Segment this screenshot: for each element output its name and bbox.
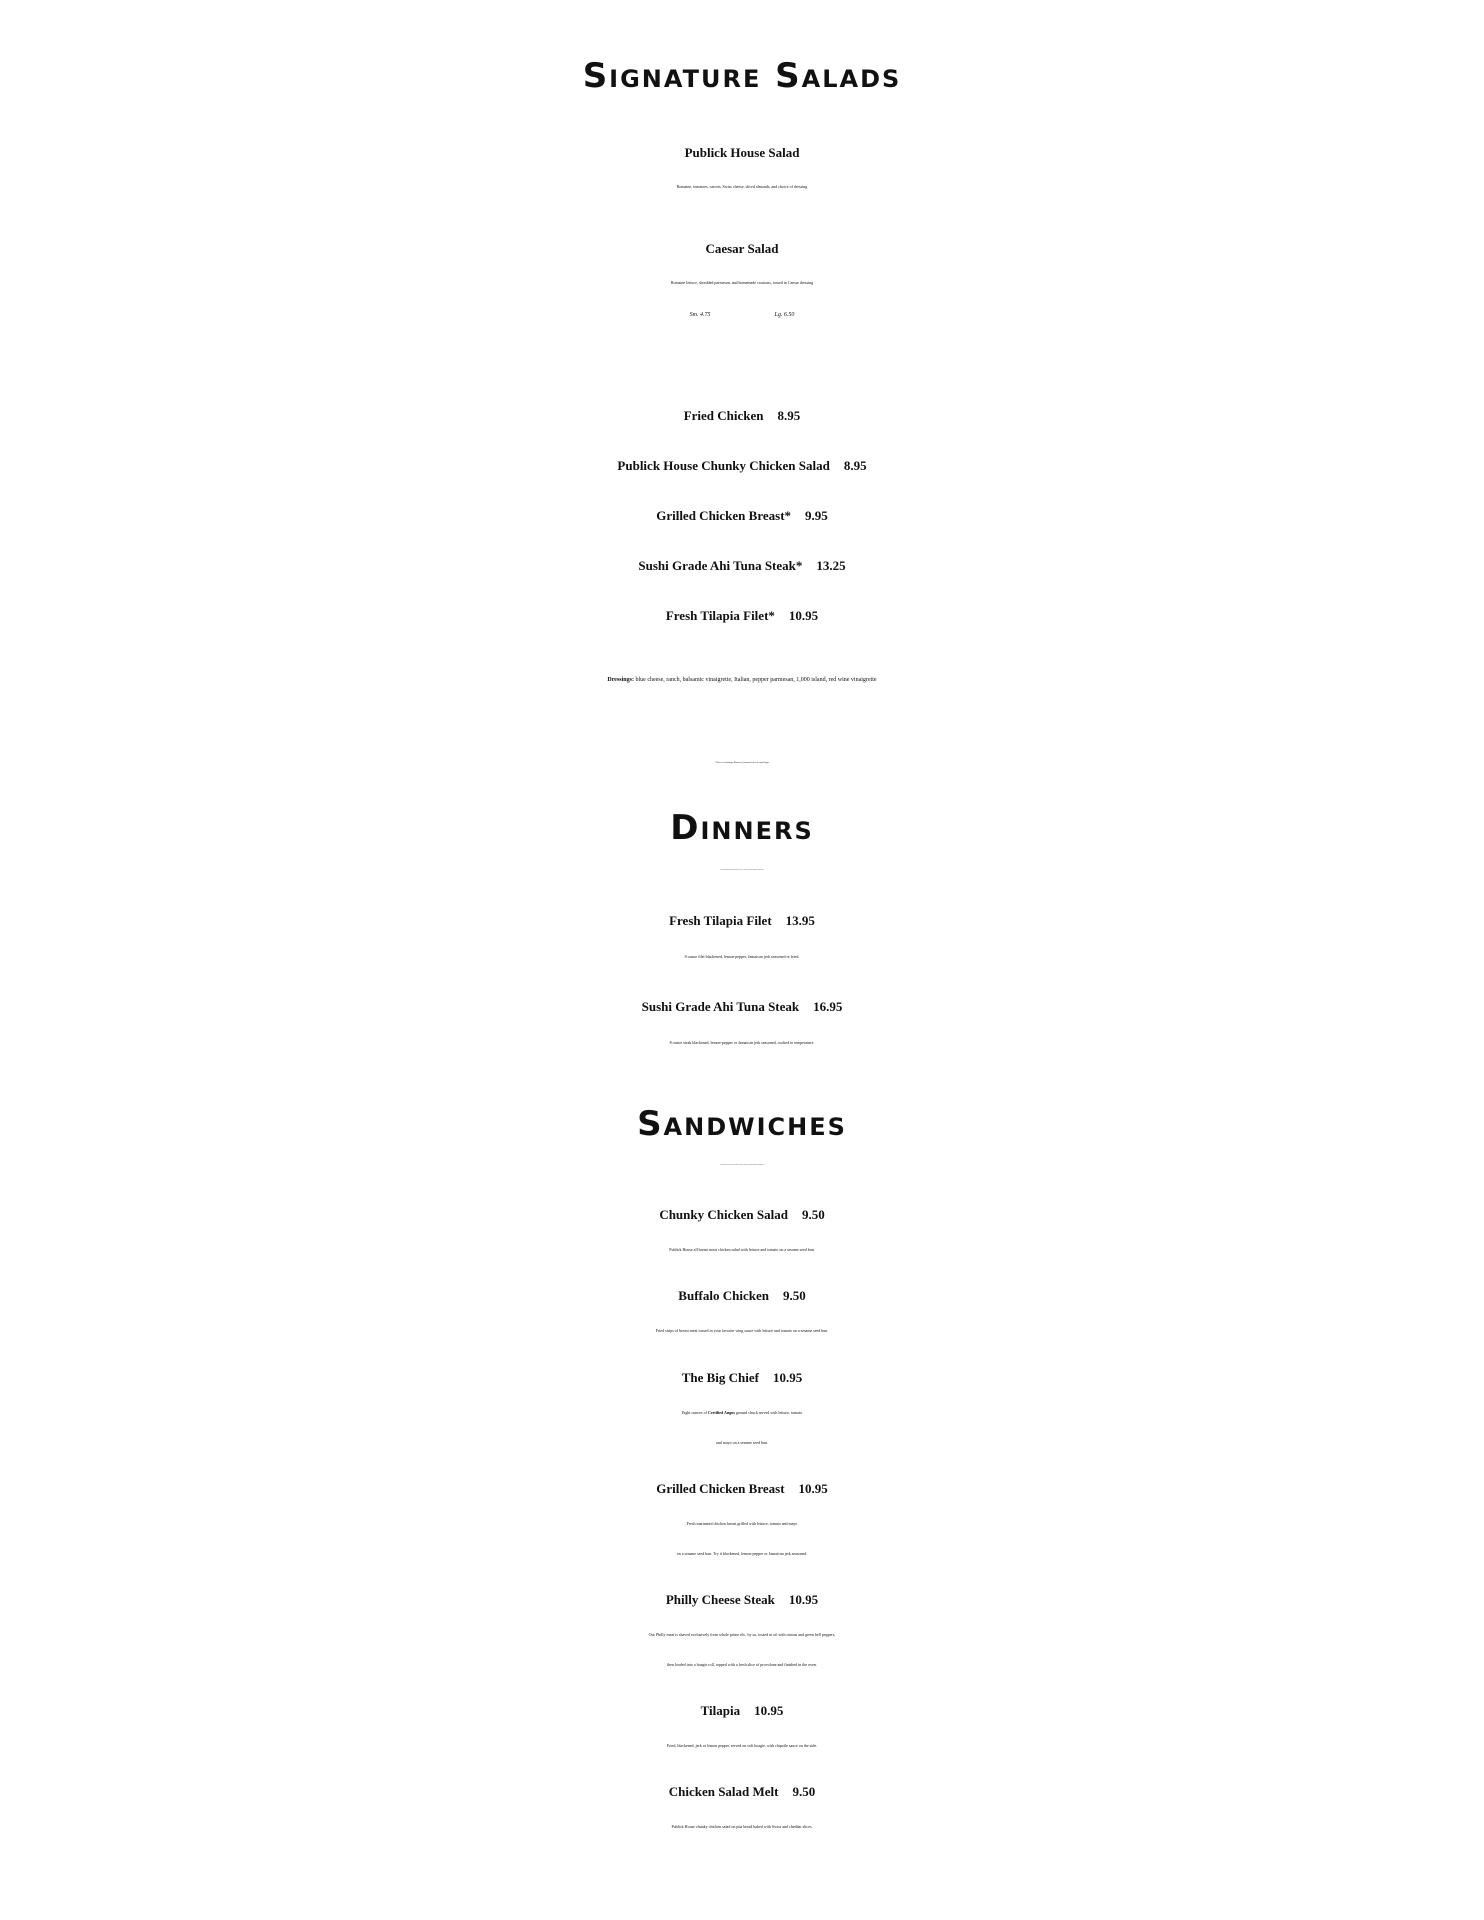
sandwich-item-desc: then loaded into a hoagie roll, topped with a fresh slice of provolone and finished in the oven. [667,1662,817,1667]
topping-name: Fried Chicken [683,408,764,423]
sandwich-item-desc: Publick House all breast meat chicken salad with lettuce and tomato on a sesame seed bun. [669,1247,815,1252]
sandwich-item-desc: and mayo on a sesame seed bun. [715,1440,769,1445]
sandwich-name: Buffalo Chicken [678,1288,769,1303]
sandwich-name: Grilled Chicken Breast [656,1481,785,1496]
sandwich-price: 9.50 [782,1288,806,1303]
sandwich-item-name [0,1773,1484,1811]
dinner-item-desc: 8 ounce filet blackened, lemon-pepper, Jamaican jerk seasoned or fried. [684,954,800,959]
sandwich-item-desc: Publick House chunky chicken salad on pita bread baked with Swiss and cheddar slices. [671,1824,813,1829]
sandwich-item-name [0,1196,1484,1234]
section-subtitle-sandwiches: All sandwiches are served with your choice of: raw fries, French fries, steamed vegetables or seasoned rice. [719,1165,765,1166]
section-title-sandwiches: Sandwiches [637,1104,847,1144]
section-title-salads: Signature Salads [582,56,902,96]
seasonings-note: *Choice of seasonings: Blackened, Jamaican Jerk or Lemon-Pepper [714,762,770,764]
sandwich-price: 10.95 [754,1703,784,1718]
dinner-item-name [0,902,1484,940]
sandwich-item-desc [0,1398,1484,1428]
topping-price: 10.95 [788,608,819,623]
topping-item [0,497,1484,535]
sandwich-price: 10.95 [788,1592,819,1607]
section-title-dinners: Dinners [670,808,814,848]
sandwich-name: Tilapia [700,1703,741,1718]
sandwich-item-desc: Fried strips of breast meat tossed in your favorite wing sauce with lettuce and tomato on a sesame seed bun. [655,1328,829,1333]
sandwich-item-name [0,1581,1484,1619]
dinner-price: 16.95 [813,999,843,1014]
dinner-name: Fresh Tilapia Filet [669,913,772,928]
topping-price: 9.95 [805,508,828,523]
item-desc-house-salad: Romaine, tomatoes, carrots, Swiss cheese, sliced almonds, and choice of dressing [676,184,808,189]
salad-prices [0,300,1484,330]
sandwich-name: The Big Chief [681,1370,760,1385]
topping-item [0,597,1484,635]
sandwich-price: 10.95 [773,1370,803,1385]
certified-angus-text: Certified Angus [707,1410,735,1415]
topping-name: Publick House Chunky Chicken Salad [617,458,830,473]
topping-price: 13.25 [816,558,846,573]
sandwich-name: Chicken Salad Melt [668,1784,779,1799]
topping-name: Fresh Tilapia Filet* [665,608,775,623]
desc-text: Eight ounces of [681,1410,708,1415]
dressings-label: Dressings: [607,677,634,683]
sandwich-item-name [0,1692,1484,1730]
sandwich-price: 9.50 [792,1784,816,1799]
topping-price: 8.95 [843,458,867,473]
sandwich-item-name [0,1470,1484,1508]
section-subtitle-dinners: Served with a small salad and your choice of: raw fries, French fries, steamed vegetables or seasoned rice. [720,870,764,871]
topping-name: Grilled Chicken Breast* [656,508,792,523]
price-large: Lg. 6.50 [774,312,795,318]
topping-item [0,397,1484,435]
item-name-caesar-salad: Caesar Salad [705,241,779,256]
dinner-price: 13.95 [785,913,815,928]
sandwich-price: 9.50 [801,1207,825,1222]
price-small: Sm. 4.75 [689,312,711,318]
item-name-house-salad: Publick House Salad [684,145,800,160]
sandwich-price: 10.95 [798,1481,828,1496]
sandwich-item-desc: Fried, blackened, jerk or lemon pepper, served on soft hoagie, with chipotle sauce on the side. [666,1743,818,1748]
desc-text: ground chuck served with lettuce, tomato [734,1410,803,1415]
dinner-item-name [0,988,1484,1026]
topping-item [0,447,1484,485]
sandwich-item-desc: on a sesame seed bun. Try it blackened, lemon-pepper or Jamaican jerk seasoned. [676,1551,808,1556]
or-separator [0,204,1484,226]
sandwich-item-desc: Our Philly meat is shaved exclusively from whole prime rib– by us, tossed in oil with onions and green bell peppers, [648,1632,836,1637]
topping-item [0,547,1484,585]
sandwich-name: Chunky Chicken Salad [659,1207,788,1222]
sandwich-name: Philly Cheese Steak [665,1592,775,1607]
dressings-list: blue cheese, ranch, balsamic vinaigrette, Italian, pepper parmesan, 1,000 island, red wine vinaigrette [635,677,877,683]
sandwich-item-desc: Fresh marinated chicken breast grilled with lettuce, tomato and mayo [686,1521,798,1526]
dressings-line [0,664,1484,696]
dinner-name: Sushi Grade Ahi Tuna Steak [641,999,800,1014]
sandwich-item-name [0,1277,1484,1315]
topping-price: 8.95 [777,408,801,423]
topping-name: Sushi Grade Ahi Tuna Steak* [638,558,803,573]
dinner-item-desc: 8 ounce steak blackened, lemon-pepper or Jamaican jerk seasoned, cooked to temperature. [669,1040,815,1045]
item-desc-caesar-salad: Romaine lettuce, shredded parmesan, and homemade croutons, tossed in Caesar dressing [670,280,814,285]
sandwich-item-name [0,1359,1484,1397]
